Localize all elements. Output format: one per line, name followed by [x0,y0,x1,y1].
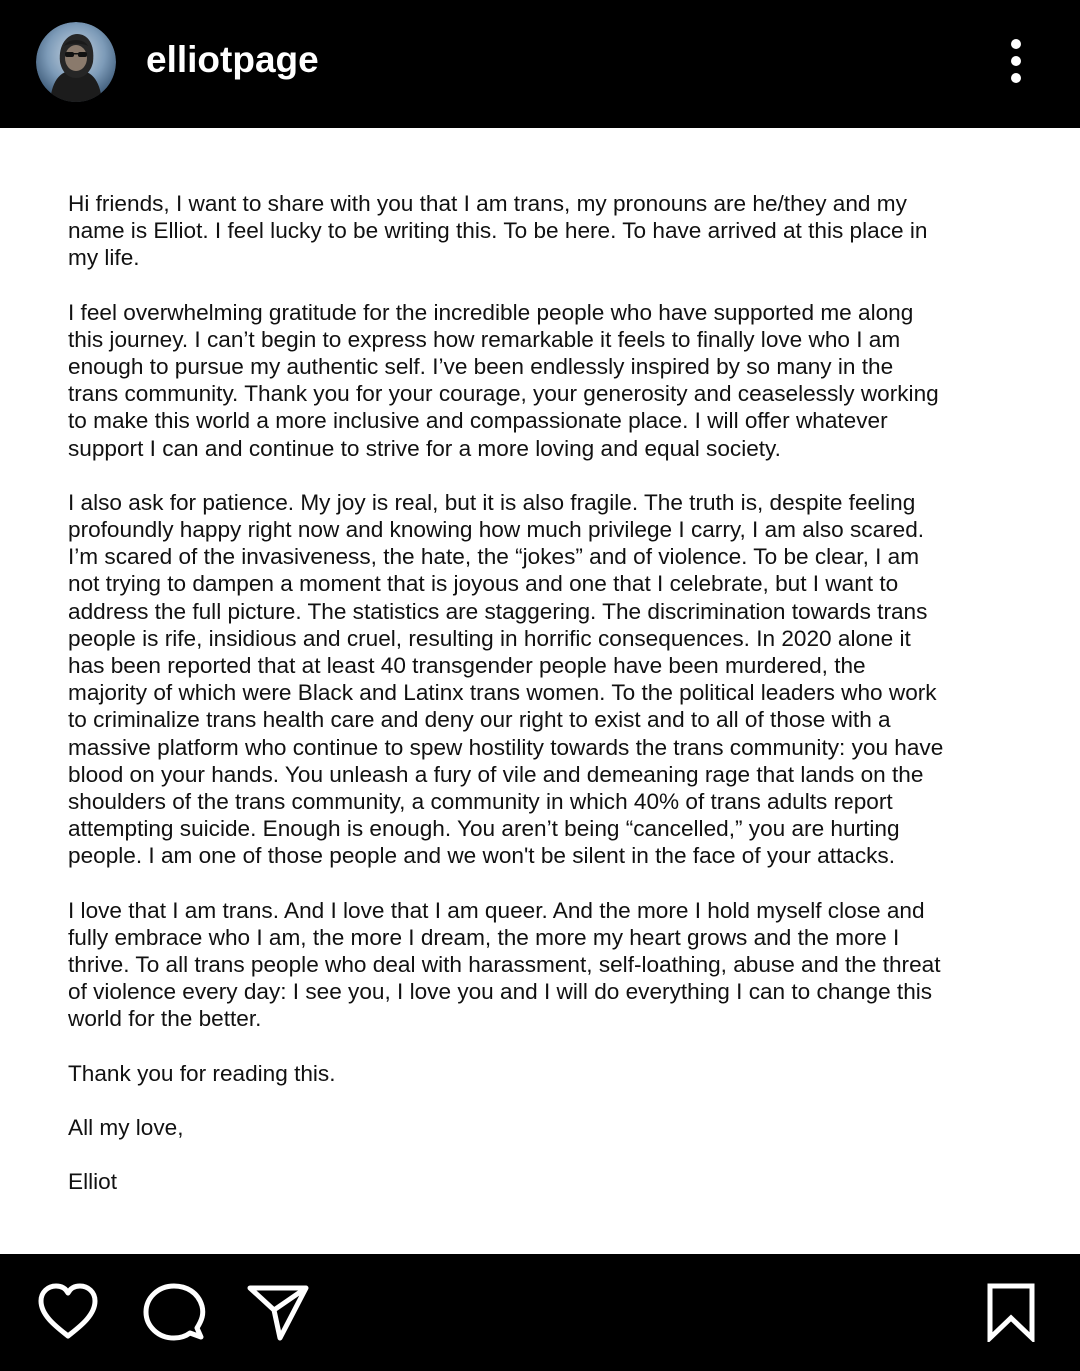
post-text-line: All my love, [68,1114,184,1140]
post-text-line: support I can and continue to strive for a more loving and equal society. [68,435,781,461]
post-text-line: majority of which were Black and Latinx trans women. To the political leaders who work [68,680,937,706]
post-text-line: to make this world a more inclusive and compassionate place. I will offer whatever [68,408,888,434]
post-text [68,190,980,1222]
more-vertical-icon [996,36,1036,86]
post-text-line: blood on your hands. You unleash a fury of vile and demeaning rage that lands on the [68,761,924,787]
post-paragraph [68,1114,980,1141]
post-paragraph [68,897,980,1033]
post-text-line: world for the better. [68,1006,262,1032]
profile-photo [36,22,116,102]
post-text-line: name is Elliot. I feel lucky to be writing this. To be here. To have arrived at this place in [68,218,928,244]
post-text-line: of violence every day: I see you, I love you and I will do everything I can to change this [68,979,933,1005]
post-text-line: address the full picture. The statistics are staggering. The discrimination towards trans [68,598,928,624]
post-text-line: massive platform who continue to spew hostility towards the trans community: you have [68,734,944,760]
post-text-line: attempting suicide. Enough is enough. You aren’t being “cancelled,” you are hurting [68,816,900,842]
bookmark-icon [982,1282,1040,1342]
post-text-line: this journey. I can’t begin to express how remarkable it feels to finally love who I am [68,326,901,352]
post-text-line: Elliot [68,1169,117,1195]
save-button[interactable] [982,1282,1040,1342]
post-text-line: thrive. To all trans people who deal with harassment, self-loathing, abuse and the threat [68,952,941,978]
post-text-line: people. I am one of those people and we won't be silent in the face of your attacks. [68,843,895,869]
post-text-line: profoundly happy right now and knowing how much privilege I carry, I am also scared. [68,517,925,543]
post-paragraph [68,1168,980,1195]
comment-icon [142,1282,206,1342]
post-paragraph [68,1060,980,1087]
post-text-line: I feel overwhelming gratitude for the incredible people who have supported me along [68,299,914,325]
post-text-line: people is rife, insidious and cruel, resulting in horrific consequences. In 2020 alone it [68,625,911,651]
post-text-line: fully embrace who I am, the more I dream, the more my heart grows and the more I [68,924,900,950]
comment-button[interactable] [142,1282,206,1342]
post-text-line: shoulders of the trans community, a community in which 40% of trans adults report [68,789,893,815]
post-paragraph [68,190,980,272]
like-button[interactable] [36,1282,100,1342]
post-text-line: I’m scared of the invasiveness, the hate, the “jokes” and of violence. To be clear, I am [68,544,920,570]
post-paragraph [68,489,980,870]
post-text-line: Thank you for reading this. [68,1060,336,1086]
heart-icon [36,1282,100,1342]
post-text-line: not trying to dampen a moment that is joyous and one that I celebrate, but I want to [68,571,899,597]
post-text-line: enough to pursue my authentic self. I’ve been endlessly inspired by so many in the [68,354,894,380]
post-header [0,0,1080,128]
more-options-button[interactable] [996,36,1036,86]
send-icon [246,1282,310,1342]
post-text-line: I also ask for patience. My joy is real, but it is also fragile. The truth is, despite feeling [68,489,916,515]
avatar[interactable] [36,22,116,102]
post-text-line: trans community. Thank you for your courage, your generosity and ceaselessly working [68,381,939,407]
post-text-line: has been reported that at least 40 transgender people have been murdered, the [68,653,866,679]
post-text-line: I love that I am trans. And I love that I am queer. And the more I hold myself close and [68,897,925,923]
action-bar [0,1254,1080,1371]
post-text-line: Hi friends, I want to share with you that I am trans, my pronouns are he/they and my [68,191,907,216]
share-button[interactable] [246,1282,310,1342]
post-image [0,128,1080,1254]
post-text-line: to criminalize trans health care and deny our right to exist and to all of those with a [68,707,891,733]
post-paragraph [68,299,980,462]
username[interactable]: elliotpage [146,39,319,80]
post-text-line: my life. [68,245,140,271]
